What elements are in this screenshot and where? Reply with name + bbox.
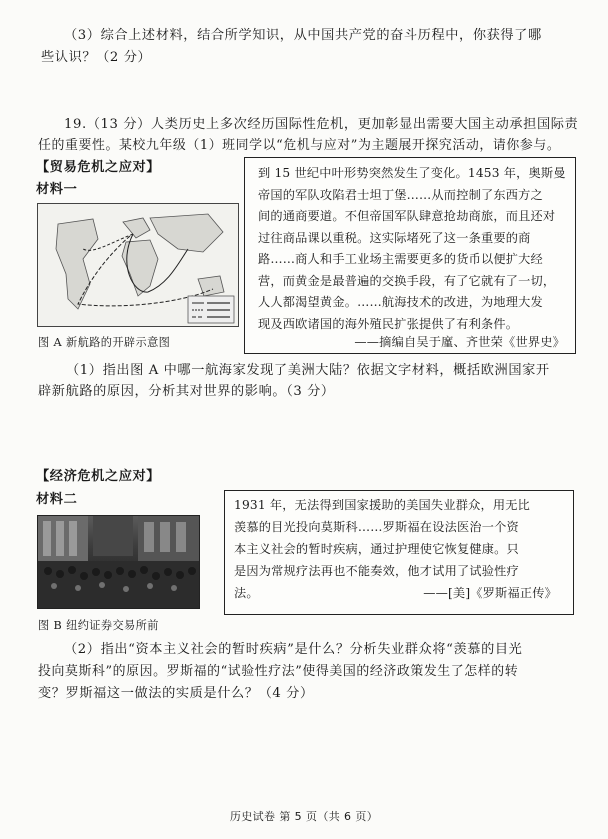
map-a-caption: 图 A 新航路的开辟示意图 [38,336,171,349]
material-two-line: 是因为常规疗法再也不能奏效，他才试用了试验性疗 [234,564,519,578]
photo-b-caption: 图 B 纽约证券交易所前 [38,619,159,632]
material-two-source: ——[美]《罗斯福正传》 [423,586,557,600]
material-one-line: 人人都渴望黄金。……航海技术的改进，为地理大发 [258,295,543,309]
question-19-intro-line1: 19.（13 分）人类历史上多次经历国际性危机，更加彰显出需要大国主动承担国际责 [64,117,579,132]
material-two-box [224,490,574,615]
material-two-line: 法。 [234,586,259,600]
material-one-line: 现及西欧诸国的海外殖民扩张提供了有利条件。 [258,316,519,331]
material-two-label: 材料二 [36,492,78,507]
question-19-2-line2: 投向莫斯科”的原因。罗斯福的“试验性疗法”使得美国的经济政策发生了怎样的转 [38,664,519,679]
trade-crisis-heading: 【贸易危机之应对】 [36,160,161,175]
question-19-intro-line2: 任的重要性。某校九年级（1）班同学以“危机与应对”为主题展开探究活动，请你参与。 [38,138,561,153]
stock-exchange-photo [37,515,200,609]
question-19-1-line2: 辟新航路的原因，分析其对世界的影响。（3 分） [38,384,335,399]
question-18-3-line1: （3）综合上述材料，结合所学知识，从中国共产党的奋斗历程中，你获得了哪 [64,28,542,43]
material-one-box [244,157,576,354]
question-19-2-line1: （2）指出“资本主义社会的暂时疾病”是什么？分析失业群众将“羡慕的目光 [64,642,523,657]
question-18-3-line2: 些认识？（2 分） [41,50,152,65]
photo-graphic [38,516,199,608]
question-19-1-line1: （1）指出图 A 中哪一航海家发现了美洲大陆？依据文字材料，概括欧洲国家开 [66,363,550,378]
material-one-line: 过往商品课以重税。这实际堵死了这一条重要的商 [258,230,531,245]
material-one-line: 到 15 世纪中叶形势突然发生了变化。1453 年，奥斯曼 [258,166,566,180]
material-one-line: 帝国的军队攻陷君士坦丁堡……从而控制了东西方之 [258,187,543,202]
material-one-line: 营，而黄金是最普遍的交换手段，有了它就有了一切， [258,273,556,288]
material-two-line: 1931 年，无法得到国家援助的美国失业群众，用无比 [234,498,531,512]
question-19-2-line3: 变？罗斯福这一做法的实质是什么？（4 分） [38,686,314,701]
material-two-line: 本主义社会的暂时疾病，通过护理使它恢复健康。只 [234,542,519,556]
new-sea-routes-map [37,203,239,327]
page-footer: 历史试卷 第 5 页（共 6 页） [229,810,379,823]
material-one-source: ——摘编自吴于廑、齐世荣《世界史》 [354,335,565,349]
material-two-line: 羡慕的目光投向莫斯科……罗斯福在设法医治一个资 [234,520,519,534]
material-one-label: 材料一 [36,182,78,197]
material-one-line: 路……商人和手工业场主需要更多的货币以便扩大经 [258,252,543,266]
economic-crisis-heading: 【经济危机之应对】 [36,469,161,484]
map-graphic [38,204,238,326]
material-one-line: 间的通商要道。不但帝国军队肆意抢劫商旅，而且还对 [258,209,556,223]
